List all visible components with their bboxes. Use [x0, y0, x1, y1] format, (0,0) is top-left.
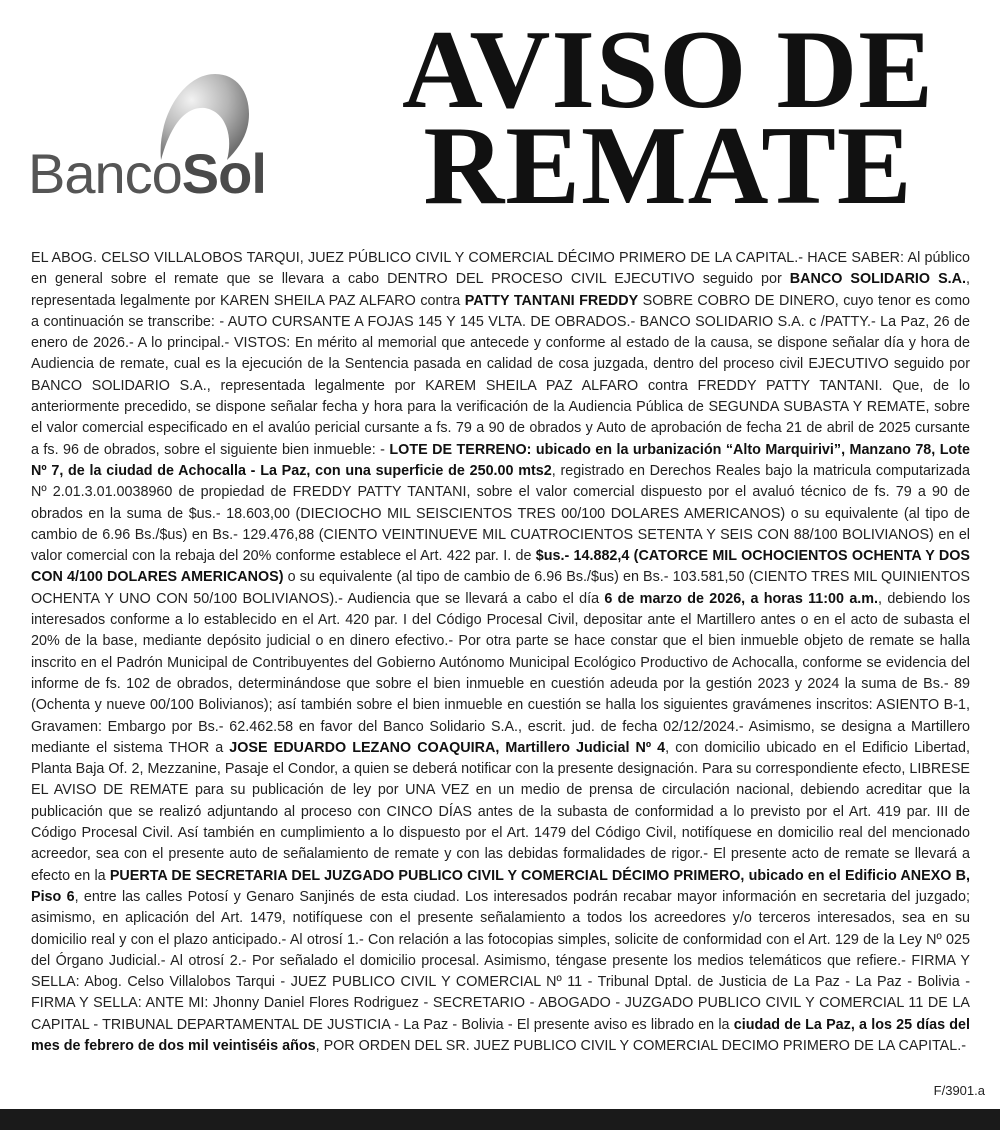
body-bold: 6 de marzo de 2026, a horas 11:00 a.m.: [604, 590, 879, 607]
body-text: , representada legalmente por KAREN SHEILA PAZ ALFARO contra: [31, 271, 970, 309]
body-bold: $us.- 14.882,4 (CATORCE MIL OCHOCIENTOS OCHENTA Y DOS CON 4/100 DOLARES AMERICANOS): [31, 548, 971, 586]
bancosol-logo: [28, 68, 268, 208]
body-bold: BANCO SOLIDARIO S.A.: [789, 271, 966, 288]
body-text: , debiendo los interesados conforme a lo establecido en el Art. 420 par. I del Código Procesal Civil, depositar ante el Martillero antes o en el acto de subasta el 20% de la base, mediante depósito judicial o en dinero efectivo.- Por otra parte se hace constar que el bien inmueble objeto de remate se halla inscrito en el Padrón Municipal de Contribuyentes del Gobierno Autónomo Municipal Ecológico Productivo de Achocalla, conforme se evidencia del informe de fs. 102 de obrados, determinándose que sobre el bien inmueble en cuestión adeuda por la gestión 2023 y 2024 la suma de Bs.- 89 (Ochenta y nueve 00/100 Bolivianos); así también sobre el bien inmueble en cuestión se halla los siguientes gravámenes inscritos: ASIENTO B-1, Gravamen: Embargo por Bs.- 62.462.58 en favor del Banco Solidario S.A., escrit. jud. de fecha 02/12/2024.- Asimismo, se designa a Martillero mediante el sistema THOR a: [31, 590, 970, 756]
body-bold: PATTY TANTANI FREDDY: [464, 292, 639, 309]
body-text: , registrado en Derechos Reales bajo la matricula computarizada Nº 2.01.3.01.0038960 de propiedad de FREDDY PATTY TANTANI, sobre el valor comercial dispuesto por el avaluó técnico de fs. 79 a 90 de obrados en la suma de $us.- 18.603,00 (DIECIOCHO MIL SEISCIENTOS TRES 00/100 DOLARES AMERICANOS) o su equivalente (al tipo de cambio de 6.96 Bs./$us) en Bs.- 129.476,88 (CIENTO VEINTINUEVE MIL CUATROCIENTOS SETENTA Y SEIS CON 88/100 BOLIVIANOS) en el valor comercial con la rebaja del 20% conforme establece el Art. 422 par. I. de: [31, 462, 970, 565]
title-line-1: AVISO DE: [402, 8, 934, 132]
title-line-2: REMATE: [423, 104, 913, 228]
body-text: SOBRE COBRO DE DINERO, cuyo tenor es como a continuación se transcribe: - AUTO CURSANTE A FOJAS 145 Y 145 VLTA. DE OBRADOS.- BANCO SOLIDARIO S.A. c /PATTY.- La Paz, 26 de enero de 2026.- A lo principal.- VISTOS: En mérito al memorial que antecede y conforme al estado de la causa, se dispone señalar día y hora de Audiencia de remate, cual es la ejecución de la Sentencia pasada en calidad de cosa juzgada, dentro del proceso civil EJECUTIVO seguido por BANCO SOLIDARIO S.A., representada legalmente por KAREM SHEILA PAZ ALFARO contra FREDDY PATTY TANTANI. Que, de lo anteriormente precedido, se dispone señalar fecha y hora para la verificación de la Audiencia Pública de SEGUNDA SUBASTA Y REMATE, sobre el valor comercial especificado en el avalúo pericial cursante a fs. 79 a 90 de obrados y Auto de aprobación de fecha 21 de abril de 2025 cursante a fs. 96 de obrados, sobre el siguiente bien inmueble: -: [31, 292, 971, 458]
body-bold: PUERTA DE SECRETARIA DEL JUZGADO PUBLICO CIVIL Y COMERCIAL DÉCIMO PRIMERO, ubicado en el Edificio ANEXO B, Piso 6: [31, 867, 970, 905]
body-bold: LOTE DE TERRENO: ubicado en la urbanización “Alto Marquirivi”, Manzano 78, Lote Nº 7, de la ciudad de Achocalla - La Paz, con una superficie de 250.00 mts2: [31, 441, 970, 479]
bottom-rule: [0, 1109, 1000, 1130]
bancosol-wordmark: BancoSol: [28, 142, 266, 205]
page-title: [368, 8, 968, 228]
body-bold: ciudad de La Paz, a los 25 días del mes de febrero de dos mil veintiséis años: [31, 1016, 970, 1054]
body-text: o su equivalente (al tipo de cambio de 6.96 Bs./$us) en Bs.- 103.581,50 (CIENTO TRES MIL QUINIENTOS OCHENTA Y UNO CON 50/100 BOLIVIANOS).- Audiencia que se llevará a cabo el día: [31, 569, 970, 607]
body-text: EL ABOG. CELSO VILLALOBOS TARQUI, JUEZ PÚBLICO CIVIL Y COMERCIAL DÉCIMO PRIMERO DE LA CAPITAL.- HACE SABER: Al público en general sobre el remate que se llevara a cabo DENTRO DEL PROCESO CIVIL EJECUTIVO seguido por: [31, 250, 970, 288]
body-text: , POR ORDEN DEL SR. JUEZ PUBLICO CIVIL Y COMERCIAL DECIMO PRIMERO DE LA CAPITAL.-: [315, 1037, 966, 1054]
publication-code: F/3901.a: [933, 1083, 985, 1098]
body-text: , con domicilio ubicado en el Edificio Libertad, Planta Baja Of. 2, Mezzanine, Pasaje el Condor, a quien se deberá notificar con la presente designación. Para su correspondiente efecto, LIBRESE EL AVISO DE REMATE para su publicación de ley por UNA VEZ en un medio de prensa de circulación nacional, debiendo acreditar que la publicación que se realizó adjuntando al proceso con CINCO DÍAS antes de la subasta de conformidad a lo previsto por el Art. 419 par. III de Código Procesal Civil. Así también en cumplimiento a lo dispuesto por el Art. 1479 del Código Civil, notifíquese en domicilio real del mencionado acreedor, sea con el presente auto de señalamiento de remate y con las debidas formalidades de rigor.- El presente acto de remate se llevará a efecto en la: [31, 739, 970, 884]
body-bold: JOSE EDUARDO LEZANO COAQUIRA, Martillero Judicial Nº 4: [229, 739, 666, 756]
body-text: , entre las calles Potosí y Genaro Sanjinés de esta ciudad. Los interesados podrán recabar mayor información en secretaria del juzgado; asimismo, en aplicación del Art. 1479, notifíquese con el presente señalamiento a todos los acreedores y/o terceros interesados, sea en su domicilio real y con el plazo anticipado.- Al otrosí 1.- Con relación a las fotocopias simples, solicite de conformidad con el Art. 129 de la Ley Nº 025 del Órgano Judicial.- Al otrosí 2.- Por señalado el domicilio procesal. Asimismo, téngase presente los medios telemáticos que refiere.- FIRMA Y SELLA: Abog. Celso Villalobos Tarqui - JUEZ PUBLICO CIVIL Y COMERCIAL Nº 11 - Tribunal Dptal. de Justicia de La Paz - La Paz - Bolivia - FIRMA Y SELLA: ANTE MI: Jhonny Daniel Flores Rodriguez - SECRETARIO - ABOGADO - JUZGADO PUBLICO CIVIL Y COMERCIAL 11 DE LA CAPITAL - TRIBUNAL DEPARTAMENTAL DE JUSTICIA - La Paz - Bolivia - El presente aviso es librado en la: [31, 888, 970, 1033]
notice-body: [31, 248, 970, 1057]
